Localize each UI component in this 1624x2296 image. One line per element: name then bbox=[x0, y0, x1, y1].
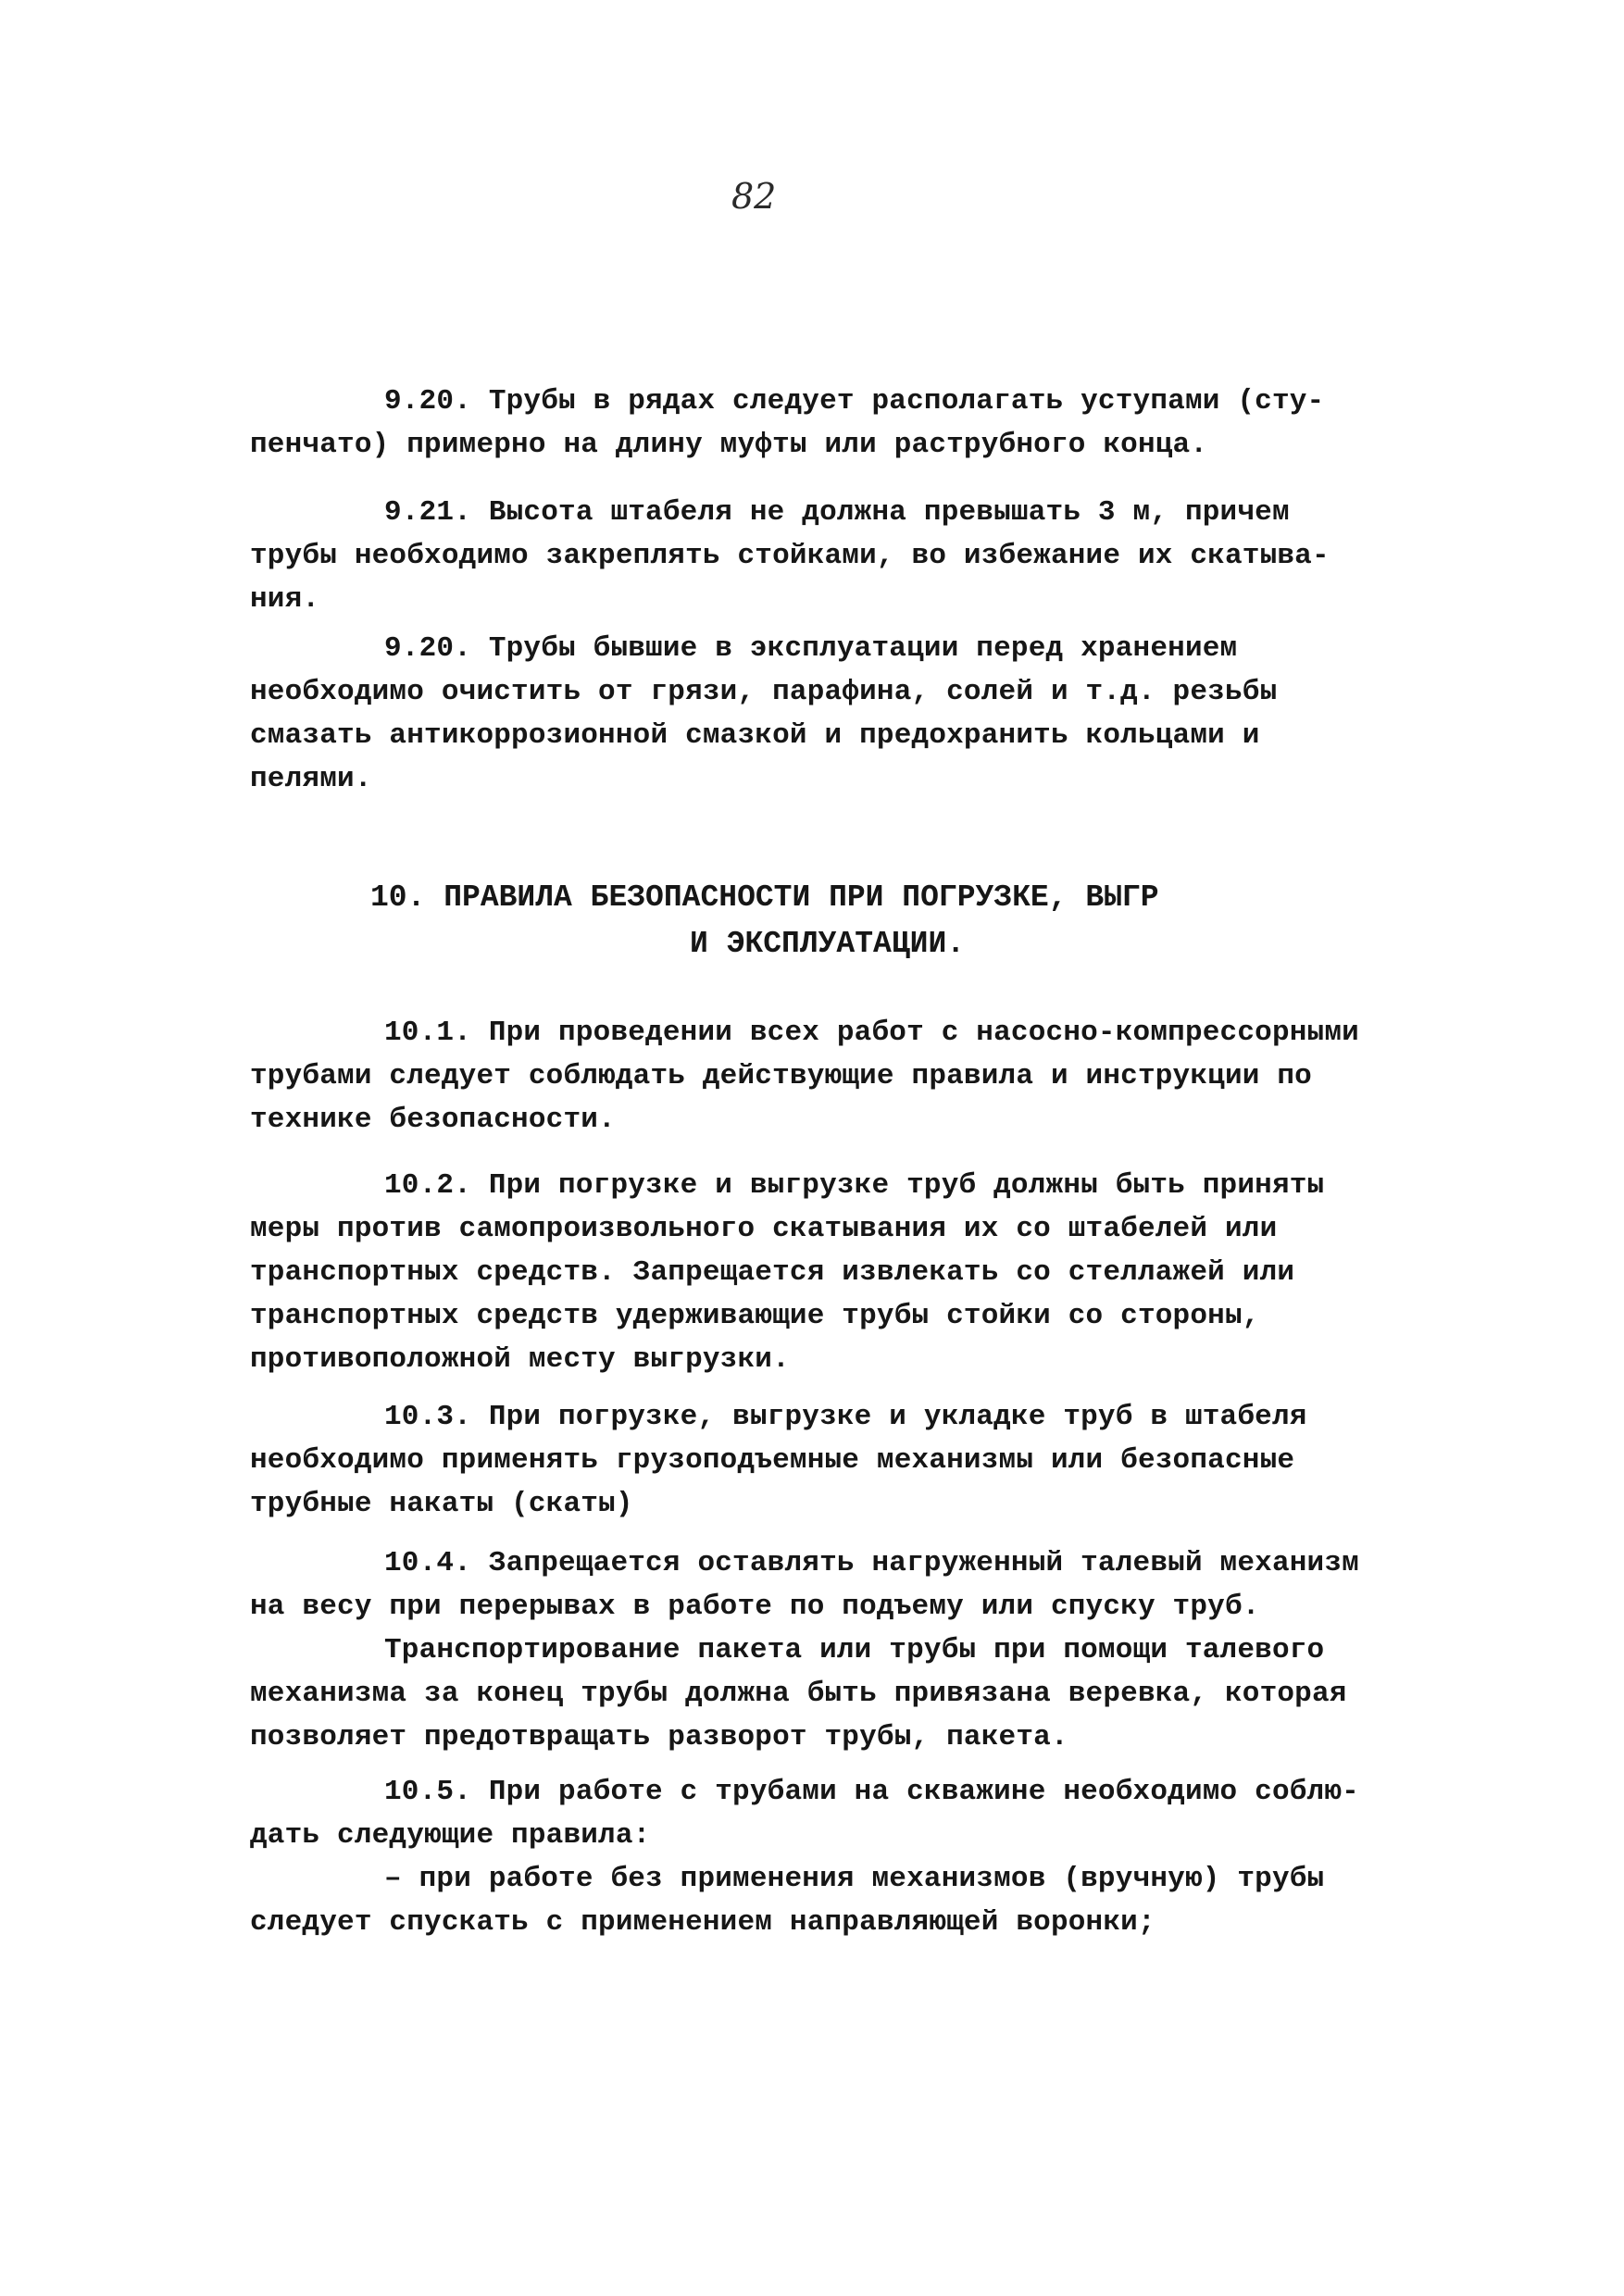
text-line: смазать антикоррозионной смазкой и предохранить кольцами и bbox=[250, 719, 1260, 752]
page-number: 82 bbox=[731, 176, 777, 217]
text-line: трубами следует соблюдать действующие правила и инструкции по bbox=[250, 1060, 1312, 1092]
text-line: меры против самопроизвольного скатывания их со штабелей или bbox=[250, 1213, 1278, 1245]
text-line: пенчато) примерно на длину муфты или раструбного конца. bbox=[250, 429, 1208, 461]
text-line: 9.20. Трубы в рядах следует располагать уступами (сту- bbox=[384, 385, 1325, 418]
text-line: транспортных средств удерживающие трубы стойки со стороны, bbox=[250, 1300, 1260, 1332]
paragraph-10-5 bbox=[250, 1770, 1389, 1944]
text-line: пелями. bbox=[250, 763, 372, 795]
paragraph-10-3 bbox=[250, 1395, 1389, 1526]
heading-line: И ЭКСПЛУАТАЦИИ. bbox=[690, 927, 966, 961]
text-line: 10.5. При работе с трубами на скважине необходимо соблю- bbox=[384, 1776, 1359, 1808]
text-line: механизма за конец трубы должна быть привязана веревка, которая bbox=[250, 1678, 1347, 1710]
text-line: транспортных средств. Запрещается извлекать со стеллажей или bbox=[250, 1256, 1295, 1289]
text-line: 10.2. При погрузке и выгрузке труб должны быть приняты bbox=[384, 1169, 1325, 1202]
text-line: на весу при перерывах в работе по подъему или спуску труб. bbox=[250, 1591, 1260, 1623]
text-line: – при работе без применения механизмов (вручную) трубы bbox=[384, 1863, 1325, 1895]
text-line: следует спускать с применением направляющей воронки; bbox=[250, 1906, 1156, 1939]
text-line: ния. bbox=[250, 583, 320, 616]
text-line: дать следующие правила: bbox=[250, 1819, 651, 1852]
text-line: технике безопасности. bbox=[250, 1104, 616, 1136]
paragraph-10-2 bbox=[250, 1164, 1389, 1381]
text-line: 10.4. Запрещается оставлять нагруженный талевый механизм bbox=[384, 1547, 1359, 1579]
text-line: противоположной месту выгрузки. bbox=[250, 1343, 790, 1376]
section-heading bbox=[370, 875, 1259, 967]
paragraph-9-20b bbox=[250, 627, 1389, 801]
paragraph-10-4 bbox=[250, 1541, 1389, 1759]
text-line: Транспортирование пакета или трубы при помощи талевого bbox=[384, 1634, 1325, 1666]
text-line: позволяет предотвращать разворот трубы, пакета. bbox=[250, 1721, 1068, 1753]
paragraph-9-20a bbox=[250, 380, 1389, 467]
text-line: 10.3. При погрузке, выгрузке и укладке труб в штабеля bbox=[384, 1401, 1307, 1433]
text-line: необходимо применять грузоподъемные механизмы или безопасные bbox=[250, 1444, 1295, 1477]
text-line: 9.21. Высота штабеля не должна превышать 3 м, причем bbox=[384, 496, 1290, 529]
paragraph-10-1 bbox=[250, 1011, 1389, 1142]
text-line: трубные накаты (скаты) bbox=[250, 1488, 633, 1520]
paragraph-9-21 bbox=[250, 491, 1389, 621]
heading-line: 10. ПРАВИЛА БЕЗОПАСНОСТИ ПРИ ПОГРУЗКЕ, ВЫГР bbox=[370, 880, 1159, 915]
text-line: трубы необходимо закреплять стойками, во избежание их скатыва- bbox=[250, 540, 1330, 572]
text-line: необходимо очистить от грязи, парафина, солей и т.д. резьбы bbox=[250, 676, 1278, 708]
text-line: 9.20. Трубы бывшие в эксплуатации перед хранением bbox=[384, 632, 1238, 665]
text-line: 10.1. При проведении всех работ с насосно-компрессорными bbox=[384, 1017, 1359, 1049]
